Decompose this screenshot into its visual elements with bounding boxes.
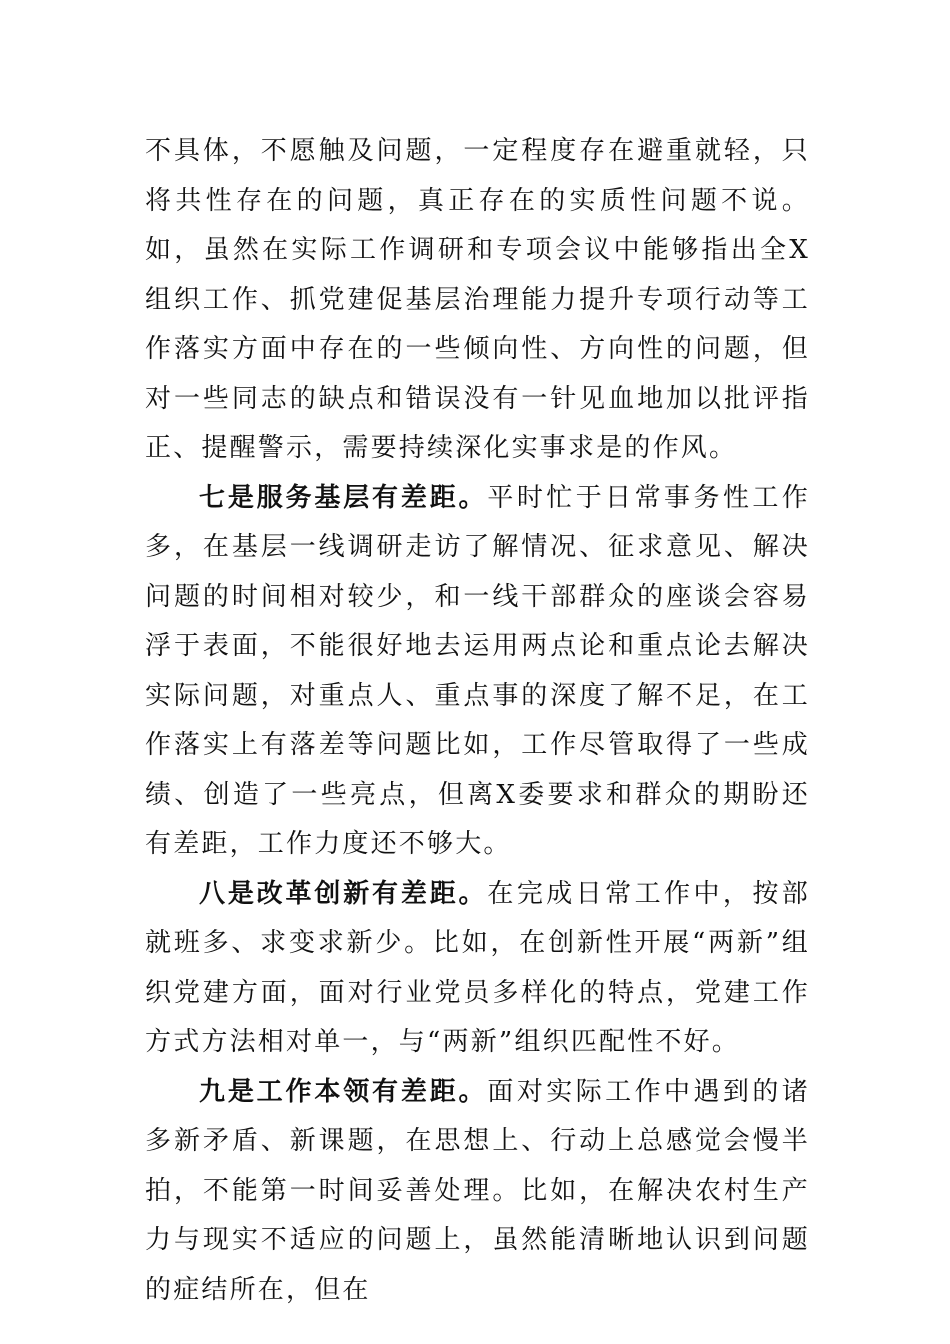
paragraph-heading: 八是改革创新有差距。 [199,878,488,909]
paragraph-heading: 七是服务基层有差距。 [199,482,488,513]
paragraph-heading: 九是工作本领有差距。 [199,1076,488,1107]
paragraph-item-8 [145,870,810,1068]
paragraph-body: 平时忙于日常事务性工作多，在基层一线调研走访了解情况、征求意见、解决问题的时间相对较少，和一线干部群众的座谈会容易浮于表面，不能很好地去运用两点论和重点论去解决实际问题，对重点人、重点事的深度了解不足，在工作落实上有落差等问题比如，工作尽管取得了一些成绩、创造了一些亮点，但离X委要求和群众的期盼还有差距，工作力度还不够大。 [145,482,810,859]
paragraph-body: 面对实际工作中遇到的诸多新矛盾、新课题，在思想上、行动上总感觉会慢半拍，不能第一时间妥善处理。比如，在解决农村生产力与现实不适应的问题上，虽然能清晰地认识到问题的症结所在，但在 [145,1076,810,1305]
paragraph-continuation [145,127,810,474]
paragraph-body: 不具体，不愿触及问题，一定程度存在避重就轻，只将共性存在的问题，真正存在的实质性问题不说。如，虽然在实际工作调研和专项会议中能够指出全X组织工作、抓党建促基层治理能力提升专项行动等工作落实方面中存在的一些倾向性、方向性的问题，但对一些同志的缺点和错误没有一针见血地加以批评指正、提醒警示，需要持续深化实事求是的作风。 [145,136,810,463]
paragraph-body: 在完成日常工作中，按部就班多、求变求新少。比如，在创新性开展“两新”组织党建方面，面对行业党员多样化的特点，党建工作方式方法相对单一，与“两新”组织匹配性不好。 [145,878,810,1057]
paragraph-item-7 [145,474,810,870]
document-body [145,127,810,1315]
paragraph-item-9 [145,1068,810,1316]
